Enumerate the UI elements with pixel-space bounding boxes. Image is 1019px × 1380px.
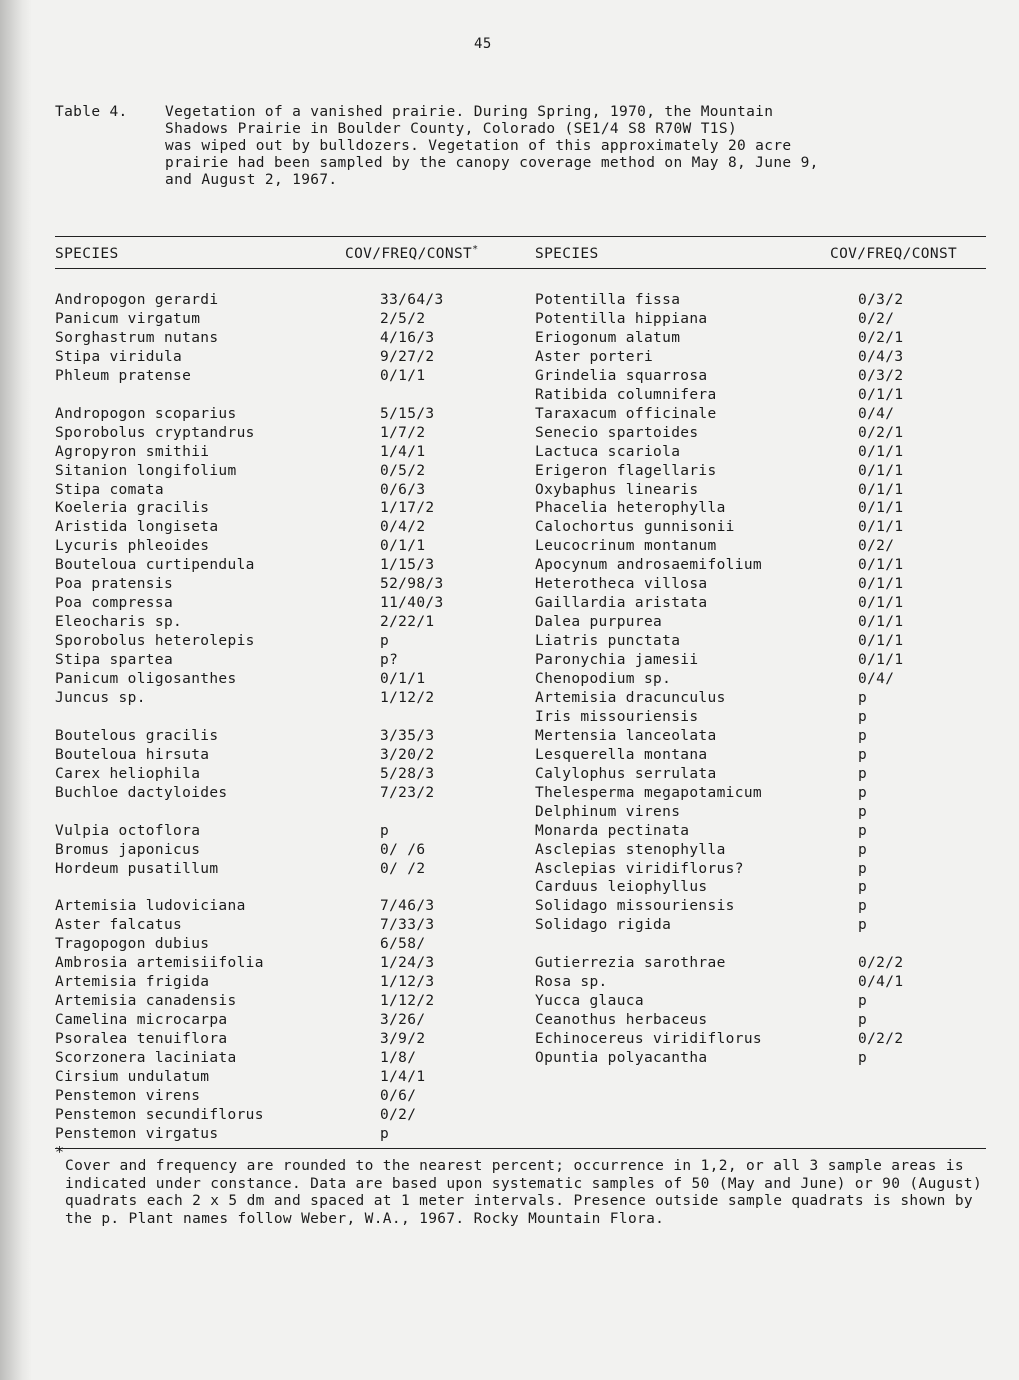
species-cell: Dalea purpurea	[535, 614, 663, 631]
cov-freq-const-cell: 0/2/	[858, 538, 895, 555]
species-cell: Asclepias viridiflorus?	[535, 860, 744, 877]
species-cell: Artemisia dracunculus	[535, 689, 726, 706]
species-cell: Senecio spartoides	[535, 424, 699, 441]
cov-freq-const-cell: 9/27/2	[380, 348, 435, 365]
species-cell: Bromus japonicus	[55, 841, 201, 858]
cov-freq-const-cell: p	[858, 917, 868, 934]
cov-freq-const-cell: 1/12/2	[380, 993, 435, 1010]
column-header-cov-left-text: COV/FREQ/CONST	[345, 246, 473, 262]
cov-freq-const-cell: 3/35/3	[380, 727, 435, 744]
cov-freq-const-cell: 1/7/2	[380, 424, 426, 441]
species-cell: Hordeum pusatillum	[55, 860, 219, 877]
cov-freq-const-cell: p	[858, 841, 868, 858]
table-row	[0, 292, 1019, 311]
table-row	[0, 690, 1019, 709]
cov-freq-const-cell: 1/15/3	[380, 557, 435, 574]
species-cell: Carex heliophila	[55, 765, 201, 782]
cov-freq-const-cell: 1/12/2	[380, 689, 435, 706]
cov-freq-const-cell: p	[858, 784, 868, 801]
species-cell: Sporobolus cryptandrus	[55, 424, 255, 441]
cov-freq-const-cell: 0/4/2	[380, 519, 426, 536]
species-cell: Stipa viridula	[55, 348, 183, 365]
table-row	[0, 879, 1019, 898]
species-cell: Rosa sp.	[535, 974, 608, 991]
species-cell: Apocynum androsaemifolium	[535, 557, 762, 574]
species-cell: Monarda pectinata	[535, 822, 690, 839]
table-row	[0, 917, 1019, 936]
table-caption-label: Table 4.	[55, 104, 128, 120]
species-cell: Artemisia canadensis	[55, 993, 237, 1010]
cov-freq-const-cell: 7/33/3	[380, 917, 435, 934]
cov-freq-const-cell: 0/ /6	[380, 841, 426, 858]
species-cell: Boutelous gracilis	[55, 727, 219, 744]
table-row	[0, 728, 1019, 747]
cov-freq-const-cell: 0/4/3	[858, 348, 904, 365]
table-row	[0, 747, 1019, 766]
species-cell: Koeleria gracilis	[55, 500, 210, 517]
species-cell: Bouteloua curtipendula	[55, 557, 255, 574]
cov-freq-const-cell: 0/1/1	[858, 557, 904, 574]
cov-freq-const-cell: 7/23/2	[380, 784, 435, 801]
cov-freq-const-cell: p	[858, 860, 868, 877]
cov-freq-const-cell: 0/2/1	[858, 329, 904, 346]
column-header-species-left: SPECIES	[55, 246, 119, 262]
cov-freq-const-cell: 11/40/3	[380, 595, 444, 612]
cov-freq-const-cell: 3/20/2	[380, 746, 435, 763]
species-cell: Aster porteri	[535, 348, 654, 365]
cov-freq-const-cell: 3/26/	[380, 1012, 426, 1029]
species-cell: Bouteloua hirsuta	[55, 746, 210, 763]
cov-freq-const-cell: 0/1/1	[858, 576, 904, 593]
species-cell: Camelina microcarpa	[55, 1012, 228, 1029]
table-row	[0, 500, 1019, 519]
species-cell: Erigeron flagellaris	[535, 462, 717, 479]
species-cell: Yucca glauca	[535, 993, 644, 1010]
cov-freq-const-cell: 1/24/3	[380, 955, 435, 972]
species-cell: Liatris punctata	[535, 633, 681, 650]
species-cell: Penstemon virgatus	[55, 1125, 219, 1142]
cov-freq-const-cell: 2/5/2	[380, 310, 426, 327]
species-cell: Panicum virgatum	[55, 310, 201, 327]
table-row	[0, 1069, 1019, 1088]
cov-freq-const-cell: 0/1/1	[380, 367, 426, 384]
cov-freq-const-cell: 0/1/1	[858, 519, 904, 536]
cov-freq-const-cell: 52/98/3	[380, 576, 444, 593]
species-cell: Gutierrezia sarothrae	[535, 955, 726, 972]
species-cell: Buchloe dactyloides	[55, 784, 228, 801]
cov-freq-const-cell: p	[858, 708, 868, 725]
table-row	[0, 595, 1019, 614]
cov-freq-const-cell: 0/1/1	[858, 386, 904, 403]
cov-freq-const-cell: 0/3/2	[858, 292, 904, 308]
species-cell: Lycuris phleoides	[55, 538, 210, 555]
table-row	[0, 311, 1019, 330]
cov-freq-const-cell: p	[858, 879, 868, 896]
species-cell: Paronychia jamesii	[535, 652, 699, 669]
species-cell: Iris missouriensis	[535, 708, 699, 725]
cov-freq-const-cell: p	[858, 689, 868, 706]
table-row	[0, 444, 1019, 463]
cov-freq-const-cell: p	[858, 1012, 868, 1029]
cov-freq-const-cell: 0/1/1	[858, 595, 904, 612]
table-row	[0, 804, 1019, 823]
cov-freq-const-cell: 0/4/1	[858, 974, 904, 991]
cov-freq-const-cell: 1/12/3	[380, 974, 435, 991]
species-cell: Opuntia polyacantha	[535, 1050, 708, 1066]
species-cell: Penstemon secundiflorus	[55, 1106, 264, 1123]
column-header-cov-left	[345, 246, 479, 262]
cov-freq-const-cell: p	[858, 727, 868, 744]
species-cell: Mertensia lanceolata	[535, 727, 717, 744]
species-cell: Heterotheca villosa	[535, 576, 708, 593]
cov-freq-const-cell: 1/17/2	[380, 500, 435, 517]
cov-freq-const-cell: 3/9/2	[380, 1031, 426, 1048]
species-cell: Calylophus serrulata	[535, 765, 717, 782]
cov-freq-const-cell: 0/ /2	[380, 860, 426, 877]
column-header-cov-right: COV/FREQ/CONST	[830, 246, 958, 262]
cov-freq-const-cell: 0/2/2	[858, 1031, 904, 1048]
species-cell: Oxybaphus linearis	[535, 481, 699, 498]
cov-freq-const-cell: 2/22/1	[380, 614, 435, 631]
species-cell: Solidago missouriensis	[535, 898, 735, 915]
cov-freq-const-cell: 5/28/3	[380, 765, 435, 782]
cov-freq-const-cell: 1/4/1	[380, 1068, 426, 1085]
species-cell: Asclepias stenophylla	[535, 841, 726, 858]
table-row	[0, 861, 1019, 880]
cov-freq-const-cell: p	[858, 765, 868, 782]
cov-freq-const-cell: 0/6/3	[380, 481, 426, 498]
cov-freq-const-cell: 0/1/1	[858, 500, 904, 517]
table-caption-text: Vegetation of a vanished prairie. During Spring, 1970, the Mountain Shadows Prairie in Boulder County, Colorado (SE1/4 S8 R70W T1S) was wiped out by bulldozers. Vegetation of this approximately 20 acre prairie had been sampled by the canopy coverage method on May 8, June 9, and August 2, 1967.	[165, 104, 819, 188]
species-cell: Echinocereus viridiflorus	[535, 1031, 762, 1048]
species-cell: Stipa comata	[55, 481, 164, 498]
cov-freq-const-cell: 5/15/3	[380, 405, 435, 422]
species-cell: Phacelia heterophylla	[535, 500, 726, 517]
table-row	[0, 482, 1019, 501]
species-cell: Aster falcatus	[55, 917, 183, 934]
cov-freq-const-cell: p?	[380, 652, 399, 669]
species-cell: Eriogonum alatum	[535, 329, 681, 346]
species-cell: Penstemon virens	[55, 1087, 201, 1104]
cov-freq-const-cell: 0/2/1	[858, 424, 904, 441]
species-cell: Ambrosia artemisiifolia	[55, 955, 264, 972]
species-cell: Cirsium undulatum	[55, 1068, 210, 1085]
table-row	[0, 709, 1019, 728]
table-row	[0, 652, 1019, 671]
cov-freq-const-cell: 1/4/1	[380, 443, 426, 460]
species-cell: Agropyron smithii	[55, 443, 210, 460]
cov-freq-const-cell: p	[380, 1125, 390, 1142]
species-cell: Gaillardia aristata	[535, 595, 708, 612]
species-cell: Grindelia squarrosa	[535, 367, 708, 384]
cov-freq-const-cell: 7/46/3	[380, 898, 435, 915]
cov-freq-const-cell: 0/4/	[858, 671, 895, 687]
species-cell: Andropogon gerardi	[55, 292, 219, 308]
table-row	[0, 785, 1019, 804]
species-cell: Sitanion longifolium	[55, 462, 237, 479]
cov-freq-const-cell: 0/6/	[380, 1087, 417, 1104]
species-cell: Psoralea tenuiflora	[55, 1031, 228, 1048]
species-cell: Lesquerella montana	[535, 746, 708, 763]
footnote-mark: *	[55, 1143, 65, 1161]
species-cell: Thelesperma megapotamicum	[535, 784, 762, 801]
column-header-species-right: SPECIES	[535, 246, 599, 262]
cov-freq-const-cell: 0/4/	[858, 405, 895, 422]
footnote-text: Cover and frequency are rounded to the nearest percent; occurrence in 1,2, or all 3 sample areas is indicated under constance. Data are based upon systematic samples of 50 (May and June) or 90 (August) quadrats each 2 x 5 dm and spaced at 1 meter intervals. Presence outside sample quadrats is shown by the p. Plant names follow Weber, W.A., 1967. Rocky Mountain Flora.	[65, 1158, 983, 1227]
species-cell: Eleocharis sp.	[55, 614, 183, 631]
cov-freq-const-cell: 0/1/1	[858, 462, 904, 479]
species-cell: Solidago rigida	[535, 917, 672, 934]
cov-freq-const-cell: p	[858, 803, 868, 820]
species-cell: Scorzonera laciniata	[55, 1050, 237, 1066]
species-cell: Panicum oligosanthes	[55, 671, 237, 687]
species-cell: Taraxacum officinale	[535, 405, 717, 422]
species-cell: Artemisia frigida	[55, 974, 210, 991]
table-row	[0, 387, 1019, 406]
cov-freq-const-cell: 0/1/1	[380, 671, 426, 687]
cov-freq-const-cell: 0/1/1	[858, 652, 904, 669]
species-cell: Tragopogon dubius	[55, 936, 210, 953]
table-row	[0, 955, 1019, 974]
species-cell: Aristida longiseta	[55, 519, 219, 536]
cov-freq-const-cell: p	[858, 822, 868, 839]
cov-freq-const-cell: p	[858, 993, 868, 1010]
cov-freq-const-cell: 1/8/	[380, 1050, 417, 1066]
table-row	[0, 330, 1019, 349]
species-cell: Lactuca scariola	[535, 443, 681, 460]
table-row	[0, 898, 1019, 917]
species-cell: Chenopodium sp.	[535, 671, 672, 687]
cov-freq-const-cell: p	[380, 633, 390, 650]
table-row	[0, 576, 1019, 595]
species-cell: Ceanothus herbaceus	[535, 1012, 708, 1029]
table-row	[0, 974, 1019, 993]
cov-freq-const-cell: 0/5/2	[380, 462, 426, 479]
species-cell: Poa compressa	[55, 595, 174, 612]
table-row	[0, 538, 1019, 557]
table-row	[0, 406, 1019, 425]
table-row	[0, 1012, 1019, 1031]
species-cell: Sorghastrum nutans	[55, 329, 219, 346]
species-cell: Potentilla hippiana	[535, 310, 708, 327]
table-row	[0, 633, 1019, 652]
cov-freq-const-cell: p	[858, 746, 868, 763]
table-row	[0, 936, 1019, 955]
cov-freq-const-cell: 33/64/3	[380, 292, 444, 308]
table-row	[0, 1088, 1019, 1107]
cov-freq-const-cell: p	[858, 898, 868, 915]
table-row	[0, 1107, 1019, 1126]
cov-freq-const-cell: p	[858, 1050, 868, 1066]
species-cell: Calochortus gunnisonii	[535, 519, 735, 536]
table-row	[0, 557, 1019, 576]
table-row	[0, 766, 1019, 785]
cov-freq-const-cell: 6/58/	[380, 936, 426, 953]
table-row	[0, 349, 1019, 368]
species-cell: Vulpia octoflora	[55, 822, 201, 839]
table-row	[0, 1126, 1019, 1145]
species-cell: Stipa spartea	[55, 652, 174, 669]
table-row	[0, 671, 1019, 690]
table-bottom-rule	[55, 1148, 986, 1149]
table-header-rule	[55, 268, 986, 269]
cov-freq-const-cell: 0/1/1	[858, 614, 904, 631]
species-cell: Potentilla fissa	[535, 292, 681, 308]
table-row	[0, 519, 1019, 538]
cov-freq-const-cell: 0/1/1	[858, 443, 904, 460]
cov-freq-const-cell: 4/16/3	[380, 329, 435, 346]
cov-freq-const-cell: 0/1/1	[858, 633, 904, 650]
table-row	[0, 842, 1019, 861]
species-cell: Andropogon scoparius	[55, 405, 237, 422]
table-row	[0, 463, 1019, 482]
species-cell: Delphinum virens	[535, 803, 681, 820]
cov-freq-const-cell: 0/1/1	[380, 538, 426, 555]
cov-freq-const-cell: p	[380, 822, 390, 839]
table-row	[0, 1031, 1019, 1050]
cov-freq-const-cell: 0/2/	[858, 310, 895, 327]
table-row	[0, 368, 1019, 387]
species-cell: Poa pratensis	[55, 576, 174, 593]
species-cell: Juncus sp.	[55, 689, 146, 706]
species-cell: Leucocrinum montanum	[535, 538, 717, 555]
cov-freq-const-cell: 0/1/1	[858, 481, 904, 498]
footnote-marker: *	[472, 244, 479, 255]
species-cell: Carduus leiophyllus	[535, 879, 708, 896]
cov-freq-const-cell: 0/2/2	[858, 955, 904, 972]
page-number: 45	[474, 36, 492, 52]
table-row	[0, 614, 1019, 633]
table-row	[0, 993, 1019, 1012]
species-cell: Artemisia ludoviciana	[55, 898, 246, 915]
species-cell: Ratibida columnifera	[535, 386, 717, 403]
table-row	[0, 823, 1019, 842]
cov-freq-const-cell: 0/3/2	[858, 367, 904, 384]
cov-freq-const-cell: 0/2/	[380, 1106, 417, 1123]
species-cell: Phleum pratense	[55, 367, 192, 384]
table-top-rule	[55, 236, 986, 237]
table-row	[0, 425, 1019, 444]
species-cell: Sporobolus heterolepis	[55, 633, 255, 650]
table-row	[0, 1050, 1019, 1069]
